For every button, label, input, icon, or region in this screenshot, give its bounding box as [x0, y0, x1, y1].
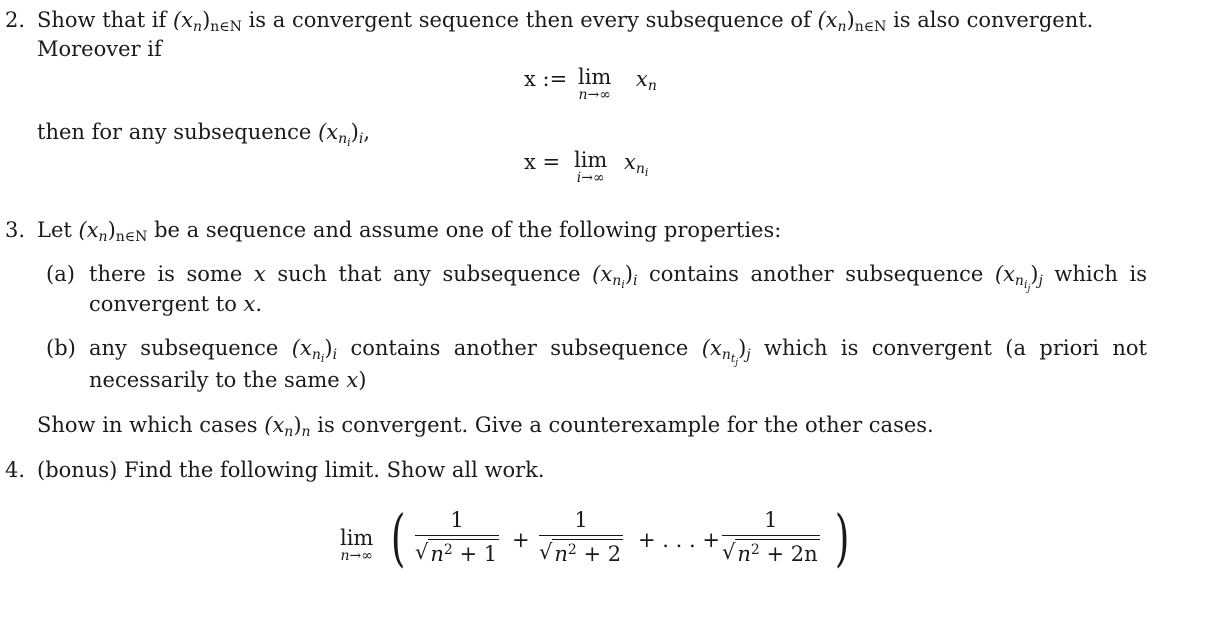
limit-operator: lim i→∞ — [574, 148, 608, 186]
problem-3-number: 3. — [5, 218, 26, 242]
right-parenthesis: ) — [834, 501, 850, 574]
nested-subsequence-notation: $(x_{n_{t_j}})_j$ — [701, 336, 751, 368]
fraction-term-last: 1 √ $n^2 + 2n$ — [722, 508, 818, 567]
sequence-notation: $(x_n)_{n\in N}$ — [78, 218, 148, 245]
problem-4-number: 4. — [5, 458, 26, 482]
limit-expression: lim n→∞ ( 1 √ $n^2 + 1$ + 1 √ $n^2 + 2$ + . . . + 1 √ $n^2 + 2n$ ) — [340, 501, 850, 574]
limit-operator: lim n→∞ — [578, 65, 612, 103]
problem-2-line-3: then for any subsequence $(x_{n_i})_i$, — [37, 120, 371, 149]
item-a-label: (a) — [46, 262, 75, 286]
problem-2-number: 2. — [5, 8, 26, 32]
left-parenthesis: ( — [390, 501, 406, 574]
sequence-notation: $(x_n)_{n\in N}$ — [172, 8, 242, 35]
subsequence-notation: $(x_{n_i})_i$ — [318, 120, 364, 149]
problem-4-text: (bonus) Find the following limit. Show all work. — [37, 458, 545, 482]
sequence-notation: $(x_n)_{n\in N}$ — [817, 8, 887, 35]
sequence-notation: $(x_n)_n$ — [264, 413, 311, 440]
problem-2-line-1: Show that if $(x_n)_{n\in N}$ is a convergent sequence then every subsequence of $(x_n)_{n\in N}$ is also convergent. — [37, 8, 1094, 35]
item-a-line-2: convergent to x. — [89, 292, 263, 316]
limit-operator: lim n→∞ — [340, 526, 374, 564]
nested-subsequence-notation: $(x_{n_{i_j}})_j$ — [994, 262, 1043, 294]
item-b-line-2: necessarily to the same x) — [89, 368, 367, 392]
problem-3-intro: Let $(x_n)_{n\in N}$ be a sequence and assume one of the following properties: — [37, 218, 782, 245]
subsequence-notation: $(x_{n_i})_i$ — [291, 336, 338, 365]
item-a-line-1: there is some x such that any subsequence $(x_{n_i})_i$ contains another subsequence $(x_{n_{i_j}})_j$ which is — [89, 262, 1147, 294]
item-b-label: (b) — [46, 336, 76, 360]
item-b-line-1: any subsequence $(x_{n_i})_i$ contains another subsequence $(x_{n_{t_j}})_j$ which is convergent (a priori not — [89, 336, 1147, 368]
problem-3-closing: Show in which cases $(x_n)_n$ is convergent. Give a counterexample for the other cases. — [37, 413, 934, 440]
problem-2-line-2: Moreover if — [37, 37, 162, 61]
fraction-term-1: 1 √ $n^2 + 1$ — [415, 508, 498, 567]
subsequence-notation: $(x_{n_i})_i$ — [592, 262, 638, 291]
fraction-term-2: 1 √ $n^2 + 2$ — [539, 508, 622, 567]
